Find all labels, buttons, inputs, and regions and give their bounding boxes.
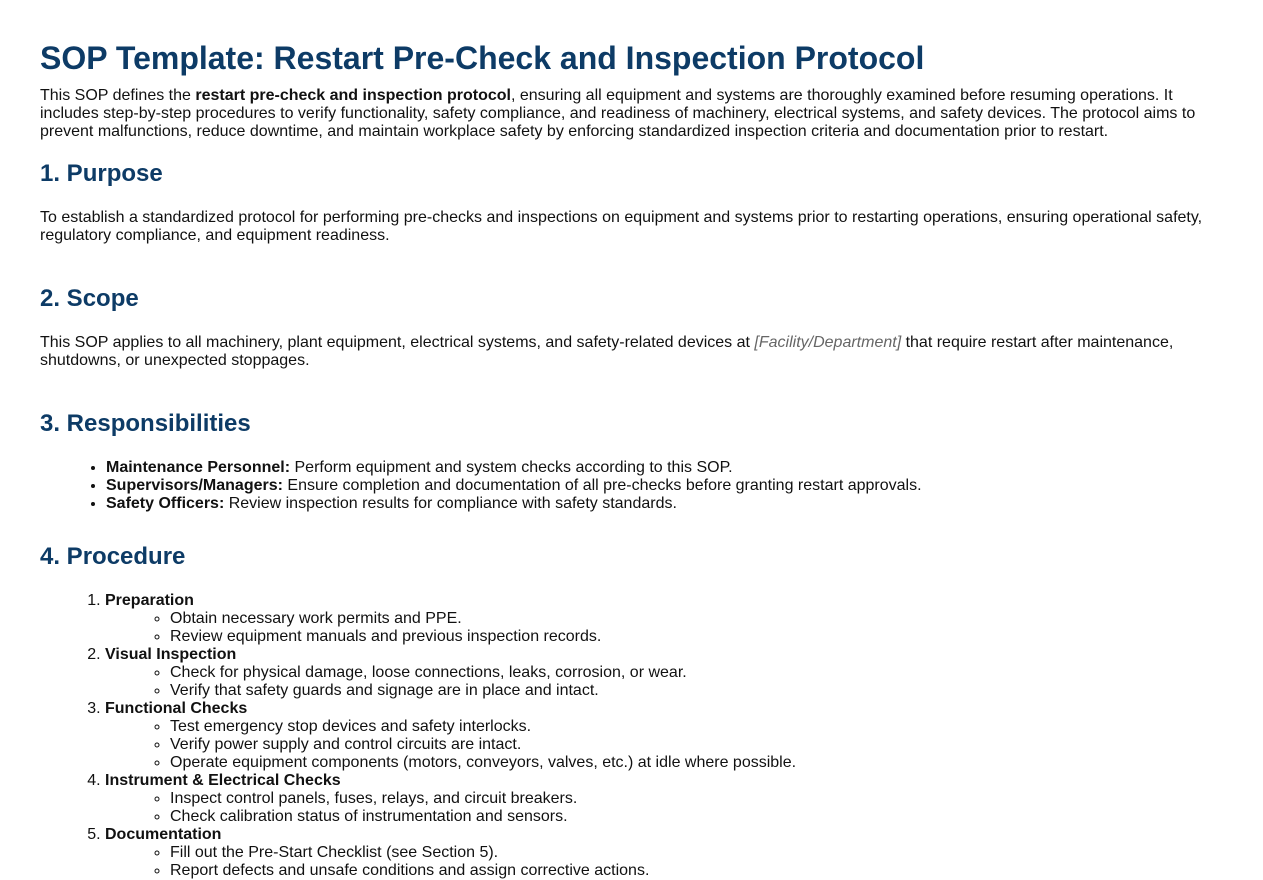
responsibilities-list-wrapper	[40, 459, 1223, 513]
step-item: ◦ Test emergency stop devices and safety interlocks.	[170, 718, 1223, 736]
procedure-step	[105, 592, 1223, 646]
step-title: Documentation	[105, 826, 222, 843]
step-items	[105, 610, 1223, 646]
scope-heading: 2. Scope	[40, 285, 139, 312]
scope-paragraph	[40, 334, 1223, 370]
procedure-step	[105, 826, 1223, 880]
intro-bold-phrase: restart pre-check and inspection protocol	[195, 87, 511, 104]
step-items	[105, 718, 1223, 772]
step-title: Visual Inspection	[105, 646, 237, 663]
purpose-heading: 1. Purpose	[40, 160, 163, 187]
step-item: ◦ Check for physical damage, loose connections, leaks, corrosion, or wear.	[170, 664, 1223, 682]
step-items	[105, 790, 1223, 826]
responsibility-text: Ensure completion and documentation of all pre-checks before granting restart approvals.	[282, 477, 922, 494]
purpose-text: To establish a standardized protocol for performing pre-checks and inspections on equipment and systems prior to restarting operations, ensuring operational safety, regulatory compliance, and equipment readiness.	[40, 209, 1203, 244]
responsibility-item	[106, 477, 1223, 495]
scope-text-start: This SOP applies to all machinery, plant equipment, electrical systems, and safety-related devices at	[40, 334, 755, 351]
responsibility-role: Maintenance Personnel:	[106, 459, 291, 476]
step-items	[105, 664, 1223, 700]
facility-placeholder: [Facility/Department]	[754, 334, 902, 351]
step-title: Functional Checks	[105, 700, 248, 717]
procedure-steps	[40, 592, 1223, 880]
intro-text-start: This SOP defines the	[40, 87, 196, 104]
step-item: ◦ Verify that safety guards and signage are in place and intact.	[170, 682, 1223, 700]
responsibilities-heading: 3. Responsibilities	[40, 410, 251, 437]
step-item: ◦ Verify power supply and control circuits are intact.	[170, 736, 1223, 754]
procedure-list-wrapper	[40, 592, 1223, 880]
scope-text-end: that require restart after maintenance, shutdowns, or unexpected stoppages.	[40, 334, 1174, 369]
responsibilities-list	[40, 459, 1223, 513]
page-title: SOP Template: Restart Pre-Check and Inspection Protocol	[40, 40, 925, 76]
step-title: Instrument & Electrical Checks	[105, 772, 341, 789]
procedure-heading: 4. Procedure	[40, 543, 186, 570]
responsibility-item	[106, 495, 1223, 513]
intro-text-end: , ensuring all equipment and systems are thoroughly examined before resuming operations. It includes step-by-step procedures to verify functionality, safety compliance, and readiness of machinery, electrical systems, and safety devices. The protocol aims to prevent malfunctions, reduce downtime, and maintain workplace safety by enforcing standardized inspection criteria and documentation prior to restart.	[40, 87, 1196, 140]
procedure-step	[105, 646, 1223, 700]
step-item: ◦ Obtain necessary work permits and PPE.	[170, 610, 1223, 628]
responsibility-role: Supervisors/Managers:	[106, 477, 283, 494]
procedure-step	[105, 772, 1223, 826]
responsibility-item	[106, 459, 1223, 477]
step-item: ◦ Review equipment manuals and previous inspection records.	[170, 628, 1223, 646]
intro-paragraph	[40, 87, 1223, 141]
step-item: ◦ Report defects and unsafe conditions and assign corrective actions.	[170, 862, 1223, 880]
step-item: ◦ Operate equipment components (motors, conveyors, valves, etc.) at idle where possible.	[170, 754, 1223, 772]
step-title: Preparation	[105, 592, 194, 609]
responsibility-text: Perform equipment and system checks according to this SOP.	[290, 459, 733, 476]
responsibility-text: Review inspection results for compliance with safety standards.	[224, 495, 677, 512]
step-items	[105, 844, 1223, 880]
step-item: ◦ Fill out the Pre-Start Checklist (see Section 5).	[170, 844, 1223, 862]
step-item: ◦ Inspect control panels, fuses, relays, and circuit breakers.	[170, 790, 1223, 808]
step-item: ◦ Check calibration status of instrumentation and sensors.	[170, 808, 1223, 826]
procedure-step	[105, 700, 1223, 772]
responsibility-role: Safety Officers:	[106, 495, 225, 512]
